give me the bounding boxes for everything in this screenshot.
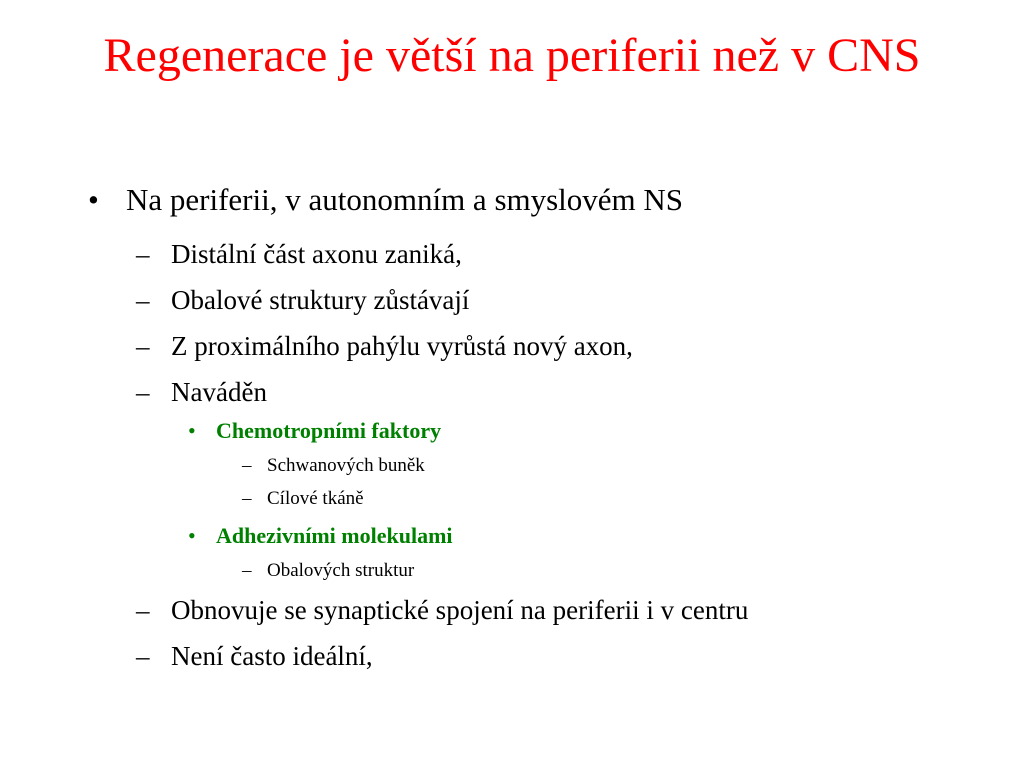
- bullet-text: Chemotropními faktory: [216, 418, 442, 443]
- bullet-marker: –: [242, 455, 252, 476]
- slide-title: Regenerace je větší na periferii než v CNS: [103, 29, 921, 82]
- bullet-text: Obalových struktur: [267, 560, 415, 581]
- bullet-text: Naváděn: [171, 377, 267, 407]
- bullet-text: Schwanových buněk: [267, 455, 425, 476]
- bullet-text: Na periferii, v autonomním a smyslovém NS: [126, 182, 684, 217]
- bullet-text: Obnovuje se synaptické spojení na periferii i v centru: [171, 595, 749, 625]
- bullet-marker: •: [188, 523, 196, 548]
- bullet-text: Z proximálního pahýlu vyrůstá nový axon,: [171, 331, 633, 361]
- bullet-marker: •: [88, 182, 99, 217]
- bullet-text: Obalové struktury zůstávají: [171, 285, 470, 315]
- bullet-marker: –: [242, 488, 252, 509]
- bullet-marker: •: [188, 418, 196, 443]
- bullet-text: Distální část axonu zaniká,: [171, 239, 462, 269]
- bullet-text: Adhezivními molekulami: [216, 523, 453, 548]
- bullet-marker: –: [136, 377, 150, 407]
- bullet-text: Cílové tkáně: [267, 488, 364, 509]
- bullet-text: Není často ideální,: [171, 641, 373, 671]
- bullet-marker: –: [136, 641, 150, 671]
- bullet-marker: –: [136, 239, 150, 269]
- bullet-marker: –: [242, 560, 252, 581]
- bullet-marker: –: [136, 285, 150, 315]
- bullet-marker: –: [136, 595, 150, 625]
- bullet-marker: –: [136, 331, 150, 361]
